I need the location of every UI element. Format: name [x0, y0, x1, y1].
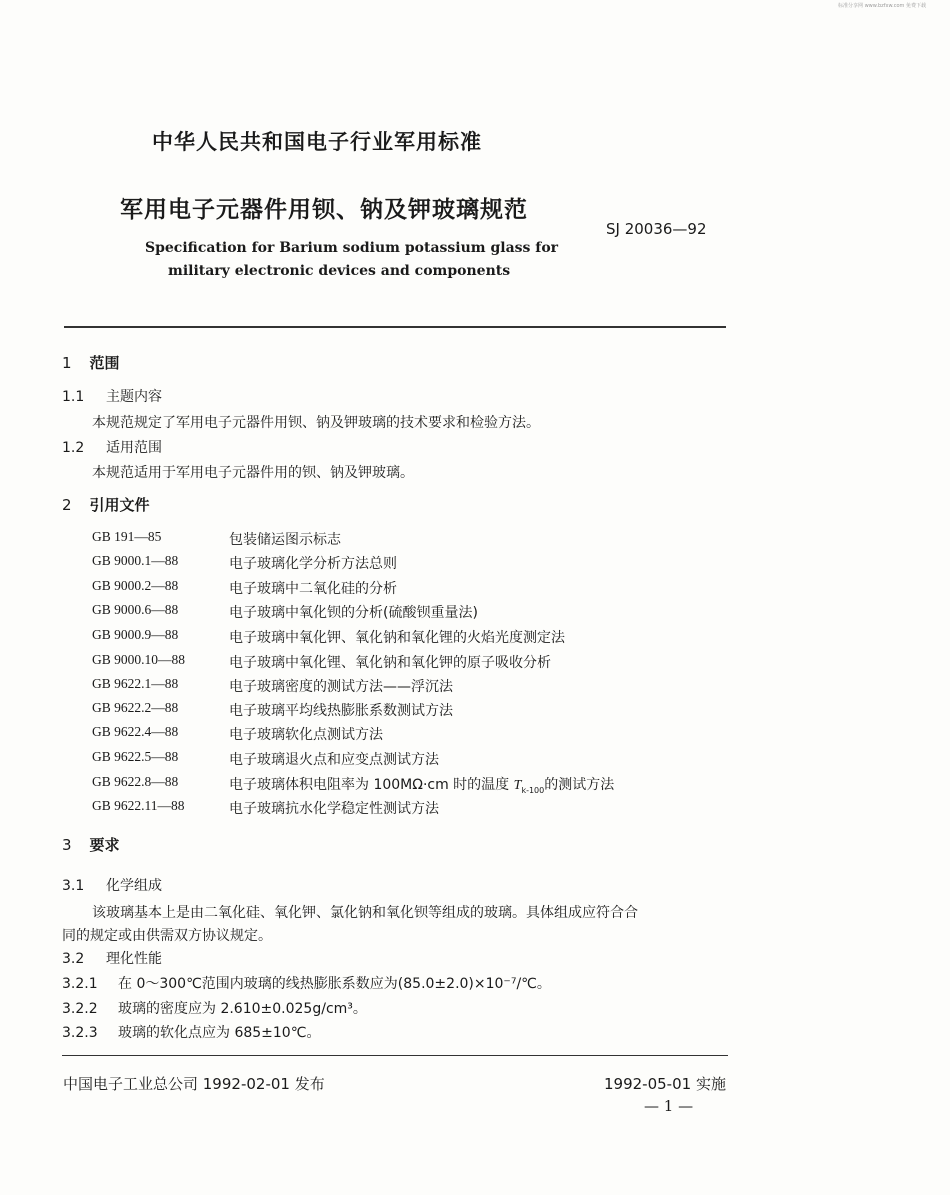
reference-title: 电子玻璃中氧化锂、氧化钠和氧化钾的原子吸收分析: [229, 655, 551, 671]
reference-code: GB 9000.2—88: [92, 578, 179, 593]
reference-title: 电子玻璃化学分析方法总则: [229, 556, 397, 572]
section-1-1-heading: [62, 386, 162, 406]
temperature-subscript: k-100: [521, 785, 545, 795]
clause-number: 3.2.2: [62, 1001, 98, 1017]
reference-code: GB 9622.2—88: [92, 700, 179, 715]
section-number: 1: [62, 354, 72, 372]
section-3-2-2: [62, 998, 367, 1018]
clause-text: 在 0～300℃范围内玻璃的线热膨胀系数应为(85.0±2.0)×10⁻⁷/℃。: [118, 976, 551, 992]
section-title: 要求: [89, 836, 120, 854]
clause-number: 3.2.3: [62, 1025, 98, 1041]
section-1-2-heading: [62, 437, 162, 457]
reference-title: [229, 774, 614, 795]
section-number: 3: [62, 836, 72, 854]
section-3-2-heading: [62, 948, 162, 968]
section-title: 引用文件: [89, 496, 150, 514]
reference-title: 电子玻璃密度的测试方法——浮沉法: [229, 679, 453, 695]
reference-title: 电子玻璃抗水化学稳定性测试方法: [229, 801, 439, 817]
reference-code: GB 9622.8—88: [92, 774, 179, 789]
watermark: 标准分享网 www.bzfxw.com 免费下载: [838, 3, 926, 9]
subsection-title: 主题内容: [106, 389, 162, 405]
subsection-number: 3.1: [62, 878, 85, 894]
reference-code: GB 9000.9—88: [92, 627, 179, 642]
subsection-title: 理化性能: [106, 951, 162, 967]
page-number: — 1 —: [644, 1097, 694, 1115]
reference-code: GB 9000.10—88: [92, 652, 186, 667]
section-2-heading: [62, 494, 150, 515]
reference-code: GB 191—85: [92, 529, 162, 544]
reference-title: 包装储运图示标志: [229, 532, 341, 548]
clause-text: 玻璃的密度应为 2.610±0.025g/cm³。: [118, 1001, 367, 1017]
section-3-heading: [62, 834, 120, 855]
reference-title-text: 电子玻璃体积电阻率为 100MΩ·cm 时的温度: [229, 777, 514, 793]
section-1-1-text: 本规范规定了军用电子元器件用钡、钠及钾玻璃的技术要求和检验方法。: [92, 415, 540, 431]
document-header: 中华人民共和国电子行业军用标准: [152, 130, 482, 154]
subsection-number: 1.1: [62, 389, 85, 405]
reference-code: GB 9622.4—88: [92, 724, 179, 739]
reference-title: 电子玻璃中二氧化硅的分析: [229, 581, 397, 597]
reference-title: 电子玻璃软化点测试方法: [229, 727, 383, 743]
document-title: 军用电子元器件用钡、钠及钾玻璃规范: [120, 197, 528, 223]
clause-text: 玻璃的软化点应为 685±10℃。: [118, 1025, 321, 1041]
section-1-2-text: 本规范适用于军用电子元器件用的钡、钠及钾玻璃。: [92, 465, 414, 481]
issue-date: 中国电子工业总公司 1992-02-01 发布: [63, 1075, 325, 1093]
reference-title: 电子玻璃中氧化钾、氧化钠和氧化锂的火焰光度测定法: [229, 630, 565, 646]
reference-code: GB 9622.11—88: [92, 798, 185, 813]
subsection-number: 3.2: [62, 951, 85, 967]
subsection-title: 适用范围: [106, 440, 162, 456]
footer-divider: [62, 1055, 728, 1056]
reference-code: GB 9622.5—88: [92, 749, 179, 764]
standard-number: SJ 20036—92: [606, 220, 707, 238]
reference-code: GB 9000.1—88: [92, 553, 179, 568]
section-3-1-text-line-2: 同的规定或由供需双方协议规定。: [62, 928, 272, 944]
temperature-symbol: T: [513, 778, 522, 793]
reference-code: GB 9000.6—88: [92, 602, 179, 617]
reference-code: GB 9622.1—88: [92, 676, 179, 691]
clause-number: 3.2.1: [62, 976, 98, 992]
reference-title-text: 的测试方法: [544, 777, 615, 793]
subsection-number: 1.2: [62, 440, 85, 456]
subsection-title: 化学组成: [106, 878, 162, 894]
section-1-heading: [62, 352, 120, 373]
reference-title: 电子玻璃平均线热膨胀系数测试方法: [229, 703, 453, 719]
title-divider: [64, 326, 726, 328]
section-3-1-text-line-1: 该玻璃基本上是由二氧化硅、氧化钾、氯化钠和氧化钡等组成的玻璃。具体组成应符合合: [92, 905, 638, 921]
section-3-1-heading: [62, 875, 162, 895]
section-number: 2: [62, 496, 72, 514]
section-3-2-3: [62, 1022, 320, 1042]
reference-title: 电子玻璃退火点和应变点测试方法: [229, 752, 439, 768]
section-title: 范围: [89, 354, 120, 372]
reference-title: 电子玻璃中氧化钡的分析(硫酸钡重量法): [229, 605, 478, 621]
english-title-line-2: military electronic devices and components: [168, 263, 511, 279]
section-3-2-1: [62, 973, 551, 993]
effective-date: 1992-05-01 实施: [604, 1075, 726, 1093]
english-title-line-1: Specification for Barium sodium potassium glass for: [145, 240, 559, 256]
